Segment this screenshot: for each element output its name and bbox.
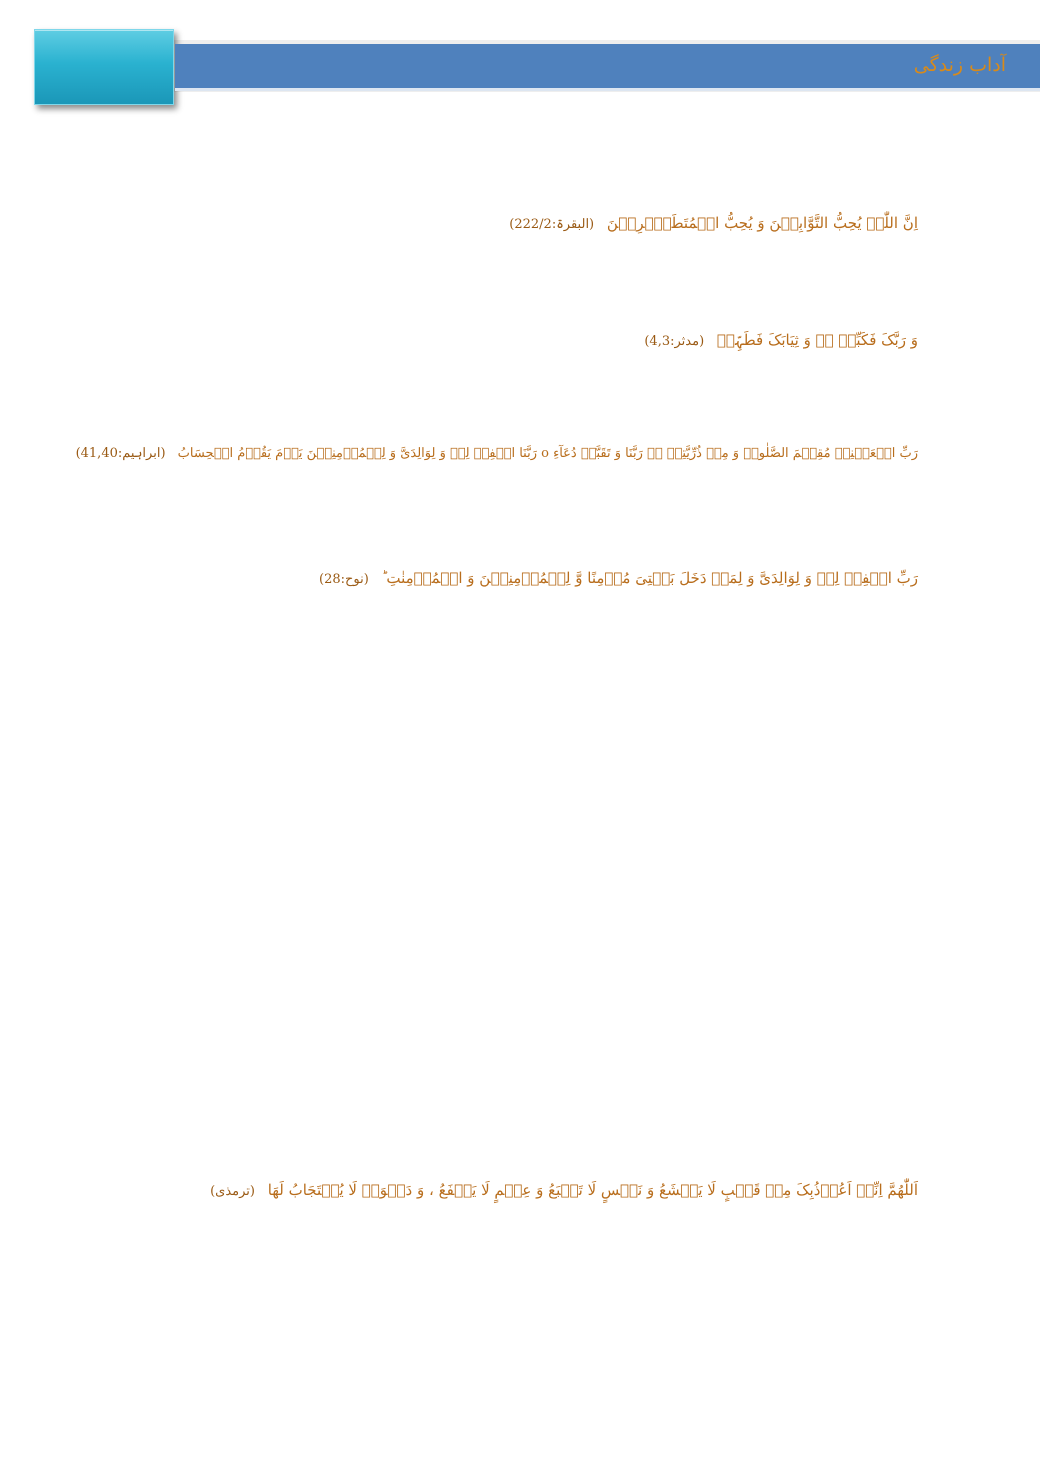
verse-text: اَللّٰھُمَّ اِنِّیۡ اَعُوۡذُبِکَ مِنۡ قَلۡبٍ لَا یَخۡشَعُ وَ نَفۡسٍ لَا تَشۡبَعُ وَ عِلۡمٍ لَا یَنۡفَعُ ، وَ دَعۡوَۃٍ لَا یُسۡتَجَابُ لَھَا	[267, 1181, 918, 1199]
verse-reference: (البقرۃ:222/2)	[509, 217, 595, 232]
verse-reference: (مدثر:4,3)	[644, 334, 705, 349]
verse-text: اِنَّ اللّٰہَ یُحِبُّ التَّوَّابِیۡنَ وَ یُحِبُّ الۡمُتَطَہِّرِیۡنَ	[606, 214, 918, 232]
header-bar	[175, 44, 1040, 91]
page-header-title: آداب زندگی	[913, 54, 1006, 76]
verse-line	[319, 566, 918, 592]
verse-text: رَبِّ اجۡعَلۡنِیۡ مُقِیۡمَ الصَّلٰوۃِ وَ مِنۡ ذُرِّیَّتِیۡ ٭ۖ رَبَّنَا وَ تَقَبَّلۡ دُعَآءِ o رَبَّنَا اغۡفِرۡ لِیۡ وَ لِوَالِدَیَّ وَ لِلۡمُؤۡمِنِیۡنَ یَوۡمَ یَقُوۡمُ الۡحِسَابُ	[177, 446, 918, 461]
verse-line	[644, 328, 918, 354]
verse-reference: (ترمذی)	[210, 1184, 255, 1199]
header-accent-box	[34, 29, 174, 105]
verse-line	[210, 1178, 918, 1204]
verse-line	[509, 211, 918, 237]
verse-text: وَ رَبَّکَ فَکَبِّرۡ ۪ۙ وَ ثِیَابَکَ فَطَہِّرۡ	[716, 331, 918, 349]
verse-reference: (ابراہیم:41,40)	[75, 446, 166, 461]
verse-line	[76, 442, 918, 466]
verse-text: رَبِّ اغۡفِرۡ لِیۡ وَ لِوَالِدَیَّ وَ لِمَنۡ دَخَلَ بَیۡتِیَ مُؤۡمِنًا وَّ لِلۡمُؤۡمِنِیۡنَ وَ الۡمُؤۡمِنٰتِ ؕ	[381, 569, 918, 587]
verse-reference: (نوح:28)	[319, 572, 369, 587]
